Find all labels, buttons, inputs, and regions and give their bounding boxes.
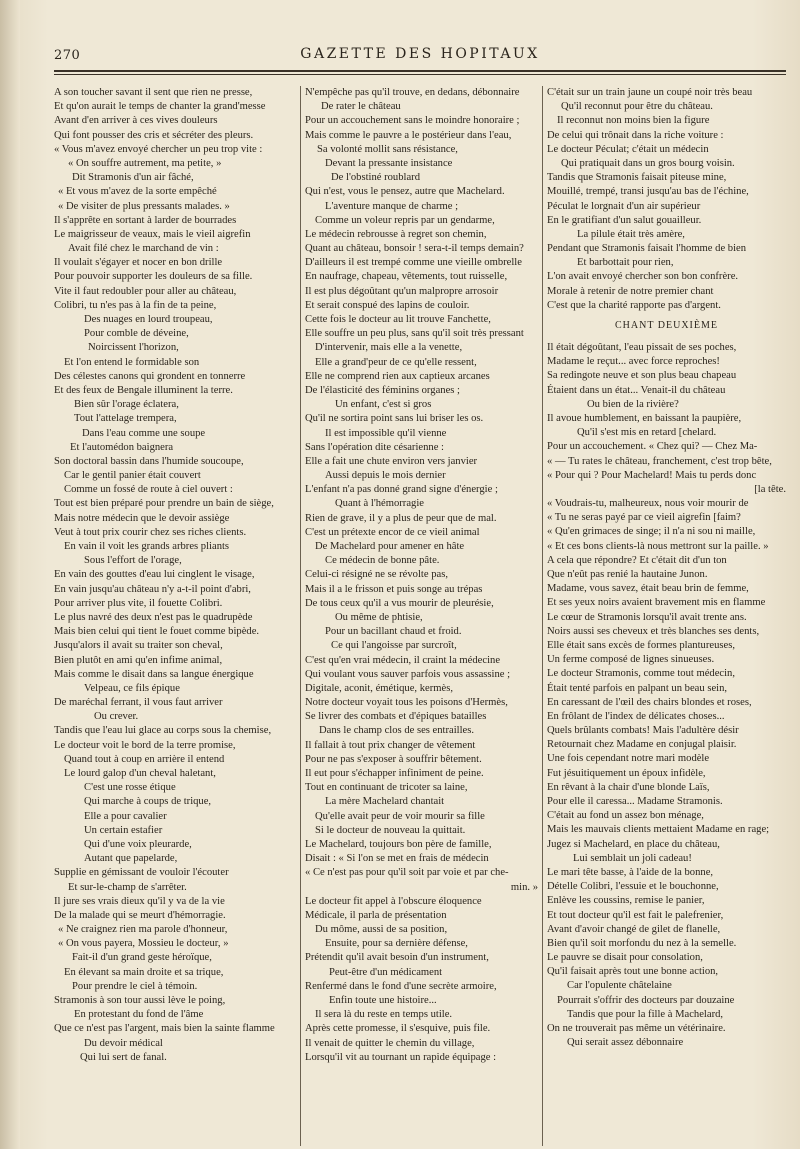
verse-line: Qui serait assez débonnaire xyxy=(567,1037,684,1049)
column-1 xyxy=(54,86,298,1146)
page-header xyxy=(54,44,786,68)
verse-line: Pour arriver plus vite, il fouette Colibri. xyxy=(54,597,223,609)
verse-line: C'est que la charité rapporte pas d'argent. xyxy=(547,299,721,311)
verse-line: En protestant du fond de l'âme xyxy=(74,1009,204,1021)
verse-line: Avant d'en arriver à ces vives douleurs xyxy=(54,115,218,127)
verse-line: Mais les mauvais clients mettaient Madame en rage; xyxy=(547,824,770,836)
verse-line: Avant d'avoir changé de gilet de flanelle, xyxy=(547,923,721,935)
verse-line: Le docteur Stramonis, comme tout médecin, xyxy=(547,668,735,680)
verse-line: Enfin toute une histoire... xyxy=(329,995,437,1006)
verse-line: « — Tu rates le château, franchement, c'est trop bête, xyxy=(547,455,772,467)
verse-line: Qu'il faisait après tout une bonne action, xyxy=(547,966,719,978)
verse-line: Pour pouvoir supporter les douleurs de sa fille. xyxy=(54,271,253,283)
verse-line: Il fallait à tout prix changer de vêtement xyxy=(305,739,476,751)
verse-line: « Et ces bons clients-là nous mettront sur la paille. » xyxy=(547,540,769,552)
verse-line: Sous l'effort de l'orage, xyxy=(84,555,182,567)
verse-line: Tandis que l'eau lui glace au corps sous la chemise, xyxy=(54,725,272,737)
verse-line: On ne trouverait pas même un vétérinaire. xyxy=(547,1023,726,1034)
verse-line: Dans le champ clos de ses entrailles. xyxy=(319,725,475,737)
verse-line: Si le docteur de nouveau la quittait. xyxy=(315,824,466,836)
verse-line: Il eut pour s'échapper infiniment de peine. xyxy=(305,768,484,779)
verse-line: Et l'automédon baignera xyxy=(70,441,174,453)
verse-line: Le maigrisseur de veaux, mais le vieil aigrefin xyxy=(54,228,251,240)
verse-line: « On vous payera, Mossieu le docteur, » xyxy=(58,938,229,950)
verse-line: Et tout docteur qu'il est fait le palefrenier, xyxy=(547,909,724,921)
verse-line: Pour un bacillant chaud et froid. xyxy=(325,626,462,638)
verse-line: Il est plus dégoûtant qu'un malpropre arrosoir xyxy=(305,285,499,297)
verse-line: De tous ceux qu'il a vus mourir de pleurésie, xyxy=(305,597,494,609)
verse-line: Le plus navré des deux n'est pas le quadrupède xyxy=(54,611,253,623)
verse-line: Pour un accouchement sans le moindre honoraire ; xyxy=(305,115,520,127)
verse-line: Disait : « Si l'on se met en frais de médecin xyxy=(305,853,489,865)
verse-line: Quand tout à coup en arrière il entend xyxy=(64,753,225,765)
verse-line: Retournait chez Madame en conjugal plaisir. xyxy=(547,739,737,751)
journal-title: GAZETTE DES HOPITAUX xyxy=(300,46,540,62)
verse-line: Jugez si Machelard, en place du château, xyxy=(547,838,720,850)
verse-line: Un enfant, c'est si gros xyxy=(335,399,432,411)
verse-line: En frôlant de l'index de délicates choses... xyxy=(547,710,725,722)
verse-line: Stramonis à son tour aussi lève le poing, xyxy=(54,995,226,1006)
verse-line: En élevant sa main droite et sa trique, xyxy=(64,966,224,978)
verse-line: « Ce n'est pas pour qu'il soit par voie et par che- xyxy=(305,867,509,879)
verse-line: Pour prendre le ciel à témoin. xyxy=(72,980,198,992)
verse-line: Le lourd galop d'un cheval haletant, xyxy=(64,768,216,779)
verse-line: Un certain estafier xyxy=(84,824,163,836)
page-binding-shadow xyxy=(0,0,20,1149)
verse-line: A cela que répondre? Et c'était dit d'un ton xyxy=(547,554,727,566)
verse-line: Elle a fait une chute environ vers janvier xyxy=(305,455,478,467)
verse-line: En naufrage, chapeau, vêtements, tout ruisselle, xyxy=(305,271,508,283)
verse-line: Dit Stramonis d'un air fâché, xyxy=(72,172,194,184)
verse-line: Elle était sans excès de formes plantureuses, xyxy=(547,639,735,651)
verse-line: Celui-ci résigné ne se révolte pas, xyxy=(305,569,448,581)
verse-line: Ce qui l'angoisse par surcroît, xyxy=(331,640,457,652)
verse-line: « Vous m'avez envoyé chercher un peu trop vite : xyxy=(54,143,263,155)
verse-line: Et barbottait pour rien, xyxy=(577,257,674,269)
verse-line: Le docteur fit appel à l'obscure éloquence xyxy=(305,895,482,907)
verse-line: De la malade qui se meurt d'hémorragie. xyxy=(54,909,226,921)
verse-line: La pilule était très amère, xyxy=(577,228,685,240)
verse-line: C'était au fond un assez bon ménage, xyxy=(547,810,704,822)
verse-line: Sans l'opération dite césarienne : xyxy=(305,441,444,453)
verse-line: Cette fois le docteur au lit trouve Fanchette, xyxy=(305,314,491,325)
verse-line: Quant au château, bonsoir ! sera-t-il temps demain? xyxy=(305,243,524,255)
verse-line: Le cœur de Stramonis lorsqu'il avait trente ans. xyxy=(547,611,747,623)
verse-line: En le gratifiant d'un salut gouailleur. xyxy=(547,214,702,226)
verse-line: Et sur-le-champ de s'arrêter. xyxy=(68,881,187,893)
verse-line: A son toucher savant il sent que rien ne presse, xyxy=(54,87,253,98)
column-3 xyxy=(542,86,786,1146)
verse-line: Enlève les coussins, remise le panier, xyxy=(547,895,705,907)
verse-line: Mais notre médecin que le devoir assiège xyxy=(54,512,230,524)
verse-line: Il était dégoûtant, l'eau pissait de ses poches, xyxy=(547,342,737,353)
verse-line: « Voudrais-tu, malheureux, nous voir mourir de xyxy=(547,498,749,510)
verse-line: Digitale, aconit, émétique, kermès, xyxy=(305,682,453,694)
verse-line: Elle a grand'peur de ce qu'elle ressent, xyxy=(315,356,477,368)
verse-line: Tout l'attelage trempera, xyxy=(74,413,177,425)
verse-line: Sa volonté mollit sans résistance, xyxy=(317,143,458,155)
verse-line: « Ne craignez rien ma parole d'honneur, xyxy=(58,924,228,936)
verse-line: Morale à retenir de notre premier chant xyxy=(547,285,714,297)
verse-line: Qu'il s'est mis en retard [chelard. xyxy=(577,427,717,439)
verse-line: Noircissent l'horizon, xyxy=(88,342,179,354)
verse-line: C'est une rosse étique xyxy=(84,782,176,794)
verse-line: min. » xyxy=(510,881,538,893)
verse-line: Mais comme le disait dans sa langue énergique xyxy=(54,668,254,680)
page-number: 270 xyxy=(54,48,81,63)
verse-line: Il sera là du reste en temps utile. xyxy=(315,1009,453,1021)
verse-line: En vain il voit les grands arbres pliants xyxy=(64,541,230,552)
verse-line: Du devoir médical xyxy=(84,1037,163,1049)
verse-line: [la tête. xyxy=(754,483,786,495)
verse-line: Qui pratiquait dans un gros bourg voisin. xyxy=(561,157,735,169)
verse-line: Comme un fossé de route à ciel ouvert : xyxy=(64,484,233,496)
verse-line: D'intervenir, mais elle a la venette, xyxy=(315,342,463,354)
verse-line: Mais il a le frisson et puis songe au trépas xyxy=(305,583,483,595)
verse-line: Qui voulant vous sauver parfois vous assassine ; xyxy=(305,668,511,680)
verse-line: Aussi depuis le mois dernier xyxy=(325,470,446,482)
verse-line: De maréchal ferrant, il vous faut arriver xyxy=(54,697,223,709)
verse-line: Madame le reçut... avec force reproches! xyxy=(547,356,720,368)
verse-line: Noirs aussi ses cheveux et très blanches ses dents, xyxy=(547,625,760,637)
verse-line: Le docteur voit le bord de la terre promise, xyxy=(54,739,236,751)
verse-line: Il jure ses vrais dieux qu'il y va de la vie xyxy=(54,895,225,907)
verse-line: Et qu'on aurait le temps de chanter la grand'messe xyxy=(54,101,266,113)
verse-line: Devant la pressante insistance xyxy=(325,157,453,169)
verse-line: L'aventure manque de charme ; xyxy=(325,200,459,212)
verse-line: Après cette promesse, il s'esquive, puis file. xyxy=(305,1023,491,1035)
verse-line: Son doctoral bassin dans l'humide soucoupe, xyxy=(54,455,244,467)
verse-line: Sa redingote neuve et son plus beau chapeau xyxy=(547,370,737,382)
verse-line: Renfermé dans le fond d'une secrète armoire, xyxy=(305,980,497,992)
verse-line: Qu'il reconnut pour être du château. xyxy=(561,101,713,113)
verse-line: Bien qu'il soit morfondu du nez à la semelle. xyxy=(547,937,737,949)
verse-line: Mais bien celui qui tient le fouet comme bipède. xyxy=(54,626,260,638)
verse-line: Pour elle il caressa... Madame Stramonis. xyxy=(547,796,723,807)
verse-line: Un ferme composé de lignes sinueuses. xyxy=(547,654,715,666)
verse-line: Étaient dans un état... Venait-il du château xyxy=(547,384,726,396)
verse-line: Tout est bien préparé pour prendre un bain de siège, xyxy=(54,498,274,510)
verse-line: Il venait de quitter le chemin du village, xyxy=(305,1037,475,1049)
verse-line: De l'élasticité des féminins organes ; xyxy=(305,384,460,396)
verse-line: Et des feux de Bengale illuminent la terre. xyxy=(54,384,233,396)
verse-line: Qu'il ne sortira point sans lui briser les os. xyxy=(305,413,484,425)
verse-line: Pourrait s'offrir des docteurs par douzaine xyxy=(557,994,735,1006)
verse-line: Le pauvre se disait pour consolation, xyxy=(547,952,703,964)
verse-line: De Machelard pour amener en hâte xyxy=(315,541,465,552)
verse-line: Il s'apprête en sortant à larder de bourrades xyxy=(54,214,237,226)
verse-line: « De visiter de plus pressants malades. » xyxy=(58,200,230,212)
verse-line: Et serait conspué des lapins de couloir. xyxy=(305,299,470,311)
verse-line: Prétendit qu'il avait besoin d'un instrument, xyxy=(305,952,489,964)
verse-line: Le mari tête basse, à l'aide de la bonne, xyxy=(547,866,714,878)
verse-line: Était tenté parfois en palpant un beau sein, xyxy=(547,682,728,694)
verse-line: Péculat le lorgnait d'un air supérieur xyxy=(547,200,701,212)
verse-line: Ensuite, pour sa dernière défense, xyxy=(325,938,468,950)
verse-line: « Et vous m'avez de la sorte empêché xyxy=(58,186,217,198)
verse-line: Qui font pousser des cris et sécréter des pleurs. xyxy=(54,129,254,141)
verse-line: Qui lui sert de fanal. xyxy=(80,1051,167,1063)
verse-line: Colibri, tu n'es pas à la fin de ta peine, xyxy=(54,299,217,311)
verse-line: Car le gentil panier était couvert xyxy=(64,470,201,482)
verse-line: Autant que papelarde, xyxy=(84,853,178,865)
verse-line: Veut à tout prix courir chez ses riches clients. xyxy=(54,526,247,538)
verse-line: Lui semblait un joli cadeau! xyxy=(573,852,692,864)
verse-line: Qui marche à coups de trique, xyxy=(84,796,212,808)
verse-line: De celui qui trônait dans la riche voiture : xyxy=(547,129,724,141)
verse-line: Madame, vous savez, était beau brin de femme, xyxy=(547,583,749,595)
verse-line: Ou bien de la rivière? xyxy=(587,398,679,410)
verse-line: Elle ne comprend rien aux captieux arcanes xyxy=(305,370,490,382)
verse-line: Qu'elle avait peur de voir mourir sa fille xyxy=(315,810,485,822)
verse-line: Pour un accouchement. « Chez qui? — Chez Ma- xyxy=(547,441,758,453)
verse-line: Fait-il d'un grand geste héroïque, xyxy=(72,952,212,964)
verse-line: Vite il faut redoubler pour aller au château, xyxy=(54,285,237,297)
verse-line: Des célestes canons qui grondent en tonnerre xyxy=(54,370,246,382)
verse-line: Elle a pour cavalier xyxy=(84,810,167,822)
verse-line: Tout en continuant de tricoter sa laine, xyxy=(305,782,468,794)
verse-line: Bien plutôt en ami qu'en infime animal, xyxy=(54,654,223,666)
verse-line: Bien sûr l'orage éclatera, xyxy=(74,399,179,411)
verse-line: Une fois cependant notre mari modèle xyxy=(547,753,710,765)
verse-line: L'enfant n'a pas donné grand signe d'énergie ; xyxy=(305,484,498,496)
verse-line: Ou crever. xyxy=(94,711,139,723)
verse-line: Pour ne pas s'exposer à souffrir bêtement. xyxy=(305,753,482,765)
verse-line: Ou même de phtisie, xyxy=(335,611,423,623)
verse-line: C'était sur un train jaune un coupé noir très beau xyxy=(547,87,753,98)
verse-line: Et ses yeux noirs avaient bravement mis en flamme xyxy=(547,597,766,609)
verse-line: En caressant de l'œil des chairs blondes et roses, xyxy=(547,696,752,708)
verse-line: Dételle Colibri, l'essuie et le bouchonne, xyxy=(547,881,719,893)
verse-line: Et l'on entend le formidable son xyxy=(64,356,200,368)
verse-line: « On souffre autrement, ma petite, » xyxy=(68,157,222,169)
verse-line: Il reconnut non moins bien la figure xyxy=(557,115,710,127)
verse-line: Que ce n'est pas l'argent, mais bien la sainte flamme xyxy=(54,1023,275,1035)
verse-line: Le médecin rebrousse à regret son chemin, xyxy=(305,228,487,240)
verse-line: Dans l'eau comme une soupe xyxy=(82,427,206,439)
text-columns xyxy=(54,86,786,1146)
verse-line: Jusqu'alors il avait su traiter son cheval, xyxy=(54,640,223,652)
verse-line: Médicale, il parla de présentation xyxy=(305,909,447,921)
section-heading: CHANT DEUXIÈME xyxy=(615,320,718,331)
verse-line: La mère Machelard chantait xyxy=(325,796,445,808)
verse-line: Que n'eût pas renié la hautaine Junon. xyxy=(547,569,708,580)
verse-line: C'est un prétexte encor de ce vieil animal xyxy=(305,526,480,538)
verse-line: L'on avait envoyé chercher son bon confrère. xyxy=(547,271,739,283)
header-rule-thin xyxy=(54,74,786,75)
verse-line: Lorsqu'il vit au tournant un rapide équipage : xyxy=(305,1051,497,1063)
verse-line: N'empêche pas qu'il trouve, en dedans, débonnaire xyxy=(305,87,520,98)
verse-line: Rien de grave, il y a plus de peur que de mal. xyxy=(305,512,497,524)
verse-line: En vain des gouttes d'eau lui cinglent le visage, xyxy=(54,569,255,581)
verse-line: Quant à l'hémorragie xyxy=(335,498,424,510)
verse-line: D'ailleurs il est trempé comme une vieille ombrelle xyxy=(305,257,522,269)
verse-line: « Tu ne seras payé par ce vieil aigrefin [faim? xyxy=(547,512,741,524)
header-rule-thick xyxy=(54,70,786,72)
verse-line: Le Machelard, toujours bon père de famille, xyxy=(305,838,492,850)
verse-line: C'est qu'en vrai médecin, il craint la médecine xyxy=(305,654,501,666)
verse-line: En vain jusqu'au château n'y a-t-il point d'abri, xyxy=(54,583,251,595)
verse-line: Mouillé, trempé, transi jusqu'au bas de l'échine, xyxy=(547,186,749,198)
verse-line: Fut jésuitiquement un époux infidèle, xyxy=(547,767,706,779)
verse-line: Car l'opulente châtelaine xyxy=(567,980,672,992)
verse-line: Peut-être d'un médicament xyxy=(329,966,443,978)
verse-line: « Pour qui ? Pour Machelard! Mais tu perds donc xyxy=(547,469,757,481)
column-2 xyxy=(300,86,540,1146)
verse-line: Avait filé chez le marchand de vin : xyxy=(68,243,219,255)
verse-line: Tandis que Stramonis faisait piteuse mine, xyxy=(547,172,727,184)
verse-line: Il voulait s'égayer et nocer en bon drille xyxy=(54,257,223,269)
verse-line: Qui d'une voix pleurarde, xyxy=(84,838,192,850)
verse-line: Le docteur Péculat; c'était un médecin xyxy=(547,143,709,155)
verse-line: De rater le château xyxy=(321,101,401,113)
verse-line: Supplie en gémissant de vouloir l'écouter xyxy=(54,867,229,879)
verse-line: Mais comme le pauvre a le postérieur dans l'eau, xyxy=(305,129,512,141)
verse-line: Notre docteur voyait tous les poisons d'Hermès, xyxy=(305,697,508,709)
verse-line: Quels brûlants combats! Mais l'adultère désir xyxy=(547,725,739,737)
verse-line: Ce médecin de bonne pâte. xyxy=(325,555,440,567)
verse-line: Il est impossible qu'il vienne xyxy=(325,427,447,439)
verse-line: De l'obstiné roublard xyxy=(331,172,420,184)
verse-line: Du môme, aussi de sa position, xyxy=(315,924,448,936)
verse-line: Il avoue humblement, en baissant la paupière, xyxy=(547,412,742,424)
verse-line: En rêvant à la chair d'une blonde Laïs, xyxy=(547,781,710,793)
verse-line: « Qu'en grimaces de singe; il n'a ni sou ni maille, xyxy=(547,526,756,538)
verse-line: Velpeau, ce fils épique xyxy=(84,682,180,694)
verse-line: Pendant que Stramonis faisait l'homme de bien xyxy=(547,243,747,255)
verse-line: Elle souffre un peu plus, sans qu'il soit très pressant xyxy=(305,328,524,340)
verse-line: Tandis que pour la fille à Machelard, xyxy=(567,1008,724,1020)
verse-line: Se livrer des combats et d'épiques batailles xyxy=(305,711,487,723)
verse-line: Pour comble de déveine, xyxy=(84,328,189,340)
verse-line: Qui n'est, vous le pensez, autre que Machelard. xyxy=(305,186,505,198)
verse-line: Des nuages en lourd troupeau, xyxy=(84,314,213,325)
verse-line: Comme un voleur repris par un gendarme, xyxy=(315,214,495,226)
